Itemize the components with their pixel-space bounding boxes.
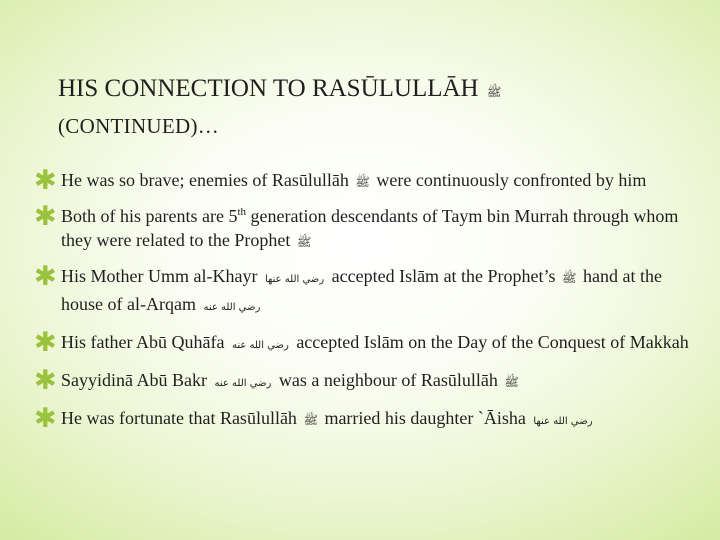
title-line-2: (CONTINUED)…: [58, 114, 220, 138]
bullet-text: hand at the house of al-Arqam: [61, 266, 663, 314]
bullet-item-4: [34, 327, 694, 358]
salawat-symbol: ﷺ: [562, 271, 577, 285]
salawat-symbol: ﷺ: [296, 235, 312, 249]
bullet-star-icon: ✱: [34, 365, 57, 395]
salawat-symbol: ﷺ: [504, 375, 519, 389]
salawat-symbol: ﷺ: [486, 85, 502, 99]
bullet-star-icon: ✱: [34, 327, 57, 357]
bullet-star-icon: ✱: [34, 201, 57, 231]
bullet-text: Sayyidinā Abū Bakr: [61, 370, 207, 390]
bullet-text: His Mother Umm al-Khayr: [61, 266, 258, 286]
bullet-item-3: [34, 261, 694, 320]
bullet-list: [34, 165, 694, 444]
salawat-symbol: ﷺ: [355, 175, 370, 189]
arabic-honorific: رضي الله عنها: [264, 274, 325, 285]
bullet-text: He was so brave; enemies of Rasūlullāh: [61, 170, 349, 190]
superscript-th: th: [237, 206, 247, 218]
bullet-text: was a neighbour of Rasūlullāh: [278, 370, 498, 390]
bullet-text: accepted Islām on the Day of the Conquest of Makkah: [296, 332, 689, 352]
arabic-honorific: رضي الله عنه: [203, 302, 261, 313]
bullet-text: Both of his parents are 5: [61, 206, 238, 226]
bullet-text: accepted Islām at the Prophet’s: [331, 266, 556, 286]
bullet-text: He was fortunate that Rasūlullāh: [61, 408, 297, 428]
bullet-item-2: [34, 201, 694, 254]
bullet-item-6: [34, 403, 694, 434]
title-line-1: [58, 72, 678, 109]
bullet-text: married his daughter `Āisha: [324, 408, 526, 428]
bullet-text: generation descendants of Taym bin Murrah through whom they were related to the Prophet: [61, 206, 679, 250]
arabic-honorific: رضي الله عنه: [231, 340, 289, 351]
bullet-star-icon: ✱: [34, 261, 57, 291]
bullet-star-icon: ✱: [34, 403, 57, 433]
slide-title: [58, 72, 678, 143]
bullet-star-icon: ✱: [34, 165, 57, 195]
arabic-honorific: رضي الله عنها: [533, 416, 593, 427]
bullet-text: were continuously confronted by him: [376, 170, 647, 190]
bullet-item-1: [34, 165, 694, 195]
bullet-text: His father Abū Quhāfa: [61, 332, 225, 352]
title-text: HIS CONNECTION TO RASŪLULLĀH: [58, 75, 479, 102]
arabic-honorific: رضي الله عنه: [214, 378, 272, 389]
salawat-symbol: ﷺ: [303, 413, 318, 427]
bullet-item-5: [34, 365, 694, 396]
